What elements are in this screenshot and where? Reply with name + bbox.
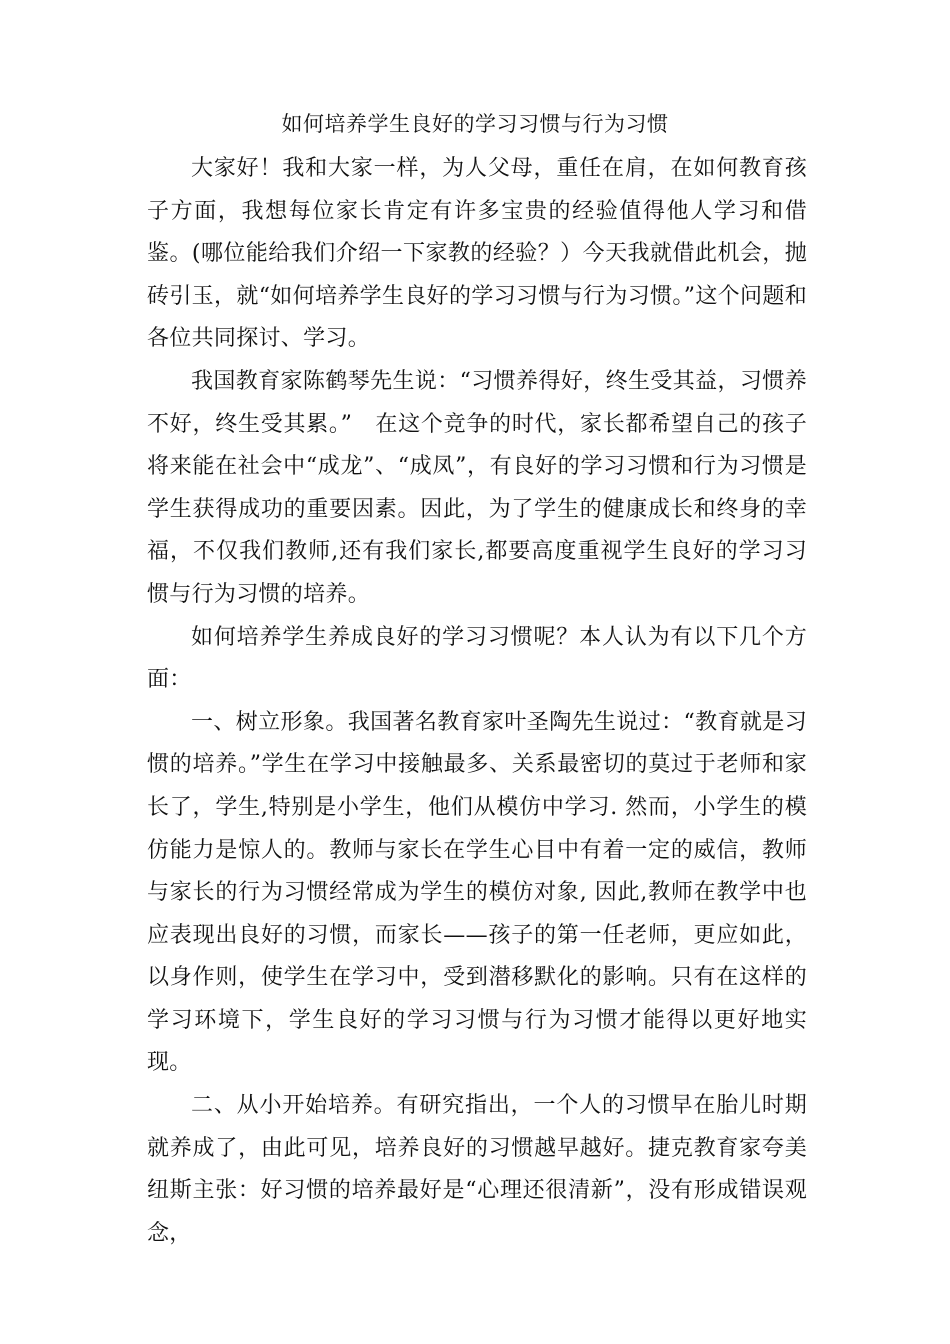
- paragraph-point-two: 二、从小开始培养。有研究指出，一个人的习惯早在胎儿时期就养成了，由此可见，培养良好的习惯越早越好。捷克教育家夸美纽斯主张：好习惯的培养最好是“心理还很清新”，没有形成错误观念，: [147, 1093, 807, 1246]
- paragraph-question: 如何培养学生养成良好的学习习惯呢？本人认为有以下几个方面：: [147, 624, 807, 693]
- paragraph-quote-chen-heqin: 我国教育家陈鹤琴先生说：“习惯养得好，终生受其益，习惯养不好，终生受其累。” 在这个竞争的时代，家长都希望自己的孩子将来能在社会中“成龙”、“成凤”，有良好的学习习惯和行为习惯是学生获得成功的重要因素。因此，为了学生的健康成长和终身的幸福，不仅我们教师,还有我们家长,都要高度重视学生良好的学习习惯与行为习惯的培养。: [147, 368, 807, 607]
- paragraph-point-one: 一、树立形象。我国著名教育家叶圣陶先生说过：“教育就是习惯的培养。”学生在学习中接触最多、关系最密切的莫过于老师和家长了，学生,特别是小学生，他们从模仿中学习. 然而，小学生的模仿能力是惊人的。教师与家长在学生心目中有着一定的威信，教师与家长的行为习惯经常成为学生的模仿对象, 因此,教师在教学中也应表现出良好的习惯，而家长——孩子的第一任老师，更应如此，以身作则，使学生在学习中，受到潜移默化的影响。只有在这样的学习环境下，学生良好的学习习惯与行为习惯才能得以更好地实现。: [147, 709, 807, 1076]
- document-title: 如何培养学生良好的学习习惯与行为习惯: [281, 112, 669, 136]
- document-body: [147, 148, 807, 1255]
- paragraph-greeting: 大家好！我和大家一样，为人父母，重任在肩，在如何教育孩子方面，我想每位家长肯定有许多宝贵的经验值得他人学习和借鉴。(哪位能给我们介绍一下家教的经验？）今天我就借此机会，抛砖引玉，就“如何培养学生良好的学习习惯与行为习惯。”这个问题和各位共同探讨、学习。: [147, 156, 807, 352]
